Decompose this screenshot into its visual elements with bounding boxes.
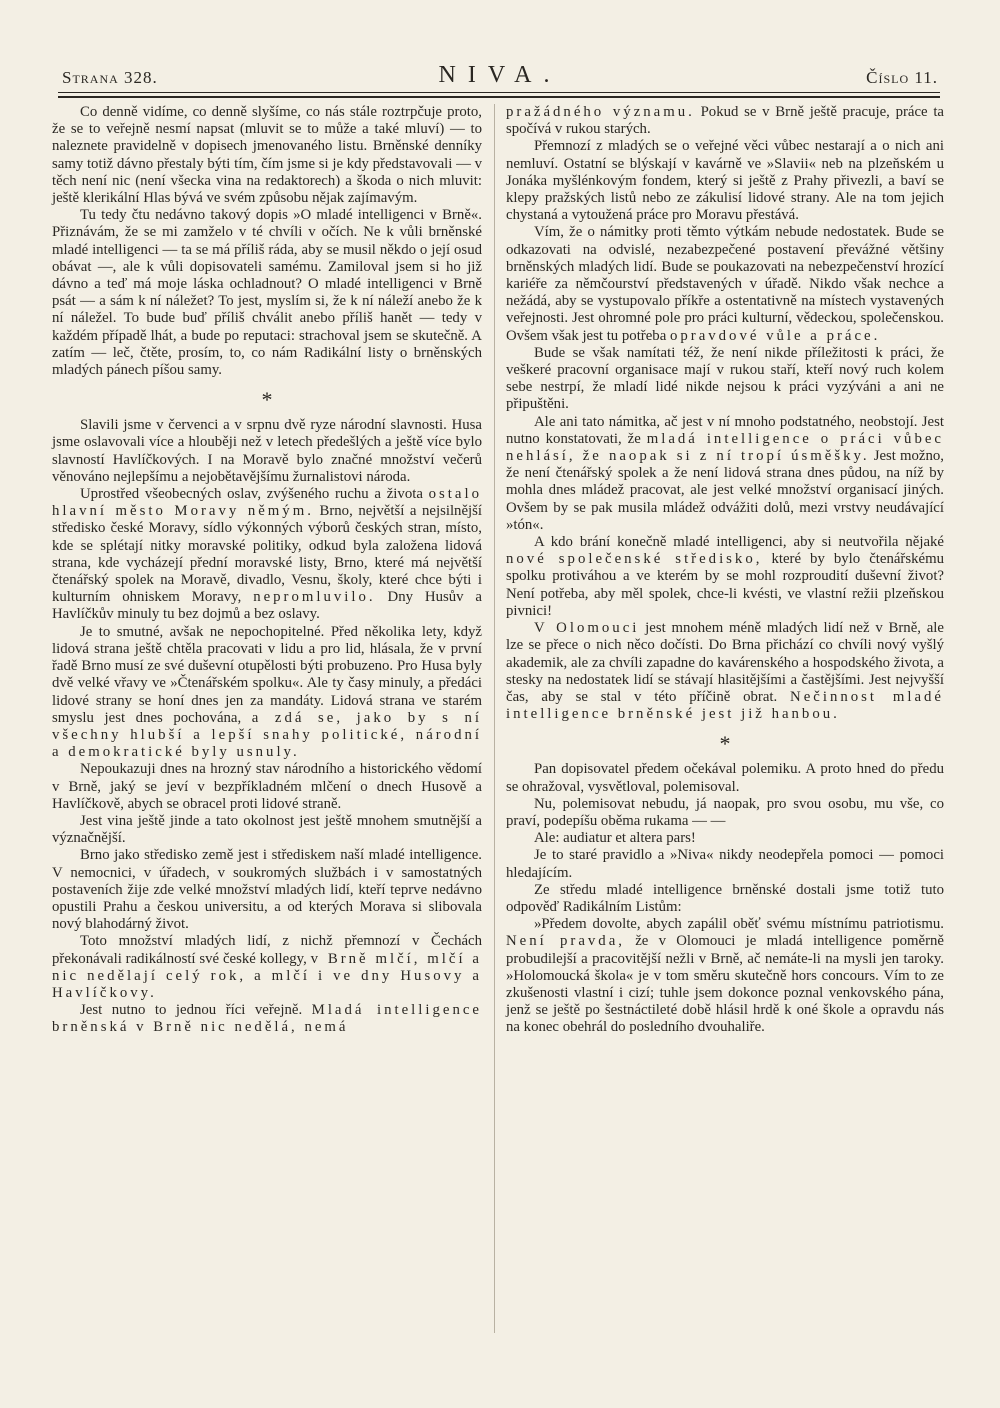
paragraph — [506, 534, 944, 620]
text-run: Ale ani tato námitka, ač jest v ní mnoho podstatného, neobstojí. Jest nutno konstatovati, že — [506, 413, 944, 447]
paragraph — [506, 620, 944, 723]
text-run: Brno, největší a nejsilnější středisko české Moravy, sídlo výkonných výborů českých stran, místo, kde se splétají nitky moravské politiky, odkud byla založena lidová strana, kde vycházejí přední moravské listy, Brno, které má největší čtenářský spolek na Moravě, divadlo, Vesnu, školy, které chce býti i kulturním ohniskem Moravy, — [52, 503, 483, 606]
paragraph — [52, 624, 482, 762]
paragraph — [52, 1002, 482, 1036]
right-column — [506, 104, 944, 1037]
text-run: Je to smutné, avšak ne nepochopitelné. Před několika lety, když lidová strana ještě chtěla pracovati v lidu a pro lid, hlásala, že v první řadě Brno musí ze své duševní otupělosti býti probuzeno. Pro Husa byly dvě velké vřavy ve »Čtenářském spolku«. Ale ty časy minuly, a předáci lidové strany se honí dnes jen za mandáty. Lidová strana ve starém smyslu jest dnes pochována, — [52, 623, 482, 726]
text-run: které by bylo čtenářskému spolku protiváhou a ve kterém by se mohl rozproudití duševní život? Není potřeba, aby měl spolek, chce-li kvésti, ve vlastní režii plzeňskou pivnici! — [506, 551, 944, 619]
spaced-emphasis: V Olomouci — [534, 620, 640, 637]
spaced-emphasis: Není pravda, — [506, 933, 625, 950]
spaced-emphasis: ostalo hlavní město Moravy němým. — [52, 486, 482, 520]
header-rule-thick — [58, 96, 940, 98]
paragraph: Ale: audiatur et altera pars! — [534, 830, 696, 847]
text-run: Toto množství mladých lidí, z nichž přemnozí v Čechách překonávali radikálností své české kollegy, — [52, 933, 482, 967]
paragraph: Co denně vidíme, co denně slyšíme, co nás stále roztrpčuje proto, že se to veřejně nesmí napsat (mluvit se to může a také mluví) — to naleznete pravidelně v dopisech jmenovaného listu. Brněnské denníky samy totiž dávno přestaly býti tím, čím jsme si je kdy představovali — v těch není nic (není všecka vina na redaktorech) a škoda o nich mluvit: ještě klerikální Hlas bývá ve svém způsobu nějak zajímavým. — [52, 104, 482, 207]
text-run: Dny Husův a Havlíčkův minuly tu bez dojmů a bez oslavy. — [52, 589, 482, 623]
text-run: A kdo brání konečně mladé intelligenci, aby si neutvořila nějaké — [534, 534, 944, 551]
journal-title: NIVA. — [438, 62, 562, 88]
spaced-emphasis: Mladá intelligence brněnská v Brně nic nedělá, nemá — [52, 1002, 482, 1036]
text-run: Jest možno, že není čtenářský spolek a že není lidová strana dnes půdou, na níž by mohla dnes mládež pracovat, ale jest velké množství organisací jiných. Ovšem by se pak musila mládež odvážiti dolů, mezi vrstvy neudávající »tón«. — [506, 448, 944, 533]
paragraph: Je to staré pravidlo a »Niva« nikdy neodepřela pomoci — pomoci hledajícím. — [506, 847, 944, 881]
section-separator: * — [261, 387, 273, 413]
paragraph: Slavili jsme v červenci a v srpnu dvě ryze národní slavnosti. Husa jsme oslavovali více a hlouběji než v letech předešlých a ještě více bylo slavností Havlíčkových. I na Moravě bylo značné množství večerů věnováno nejlepšímu a nejobětavějšímu žurnalistovi národa. — [52, 417, 482, 485]
spaced-emphasis: opravdové vůle a práce. — [669, 327, 881, 344]
text-run: že v Olomouci je mladá intelligence poměrně probudilejší a pracovitější nežli v Brně, ač nemáte-li na mysli jen taroky. »Holomoucká škola« je v tom směru skutečně hors concours. Vím to ze zkušenosti vlastní i cizí; tuhle jsem dokonce poznal venkovského pána, jenž se ještě po šestnáctileté době hlásil hrdě k oné škole a opravdu nás na konec obehrál do posledního dvouhaliře. — [506, 933, 944, 1036]
paragraph-continued — [506, 104, 944, 138]
paragraph: Nepoukazuji dnes na hrozný stav národního a historického vědomí v Brně, jaký se jeví v bezpříkladném mlčení o dnech Husově a Havlíčkově, abych se obracel proti lidové straně. — [52, 761, 482, 812]
text-run: Vím, že o námitky proti těmto výtkám nebude nedostatek. Bude se odkazovati na odvislé, nezabezpečené postavení převážné většiny brněnských mladých lidí. Bude se poukazovati na nebezpečenství hrozící kariéře za němčourství představených v úřadě. Nikdo však nechce a nežádá, aby se vystupovalo příkře a ostentativně na místech vystavených veřejnosti. Jest ohromné pole pro práci kulturní, vědeckou, společenskou. Ovšem však jest tu potřeba — [506, 224, 944, 344]
spaced-emphasis: Nečinnost mladé intelligence brněnské jest již hanbou. — [506, 688, 944, 723]
spaced-emphasis: a zdá se, jako by s ní všechny hlubší a lepší snahy politické, národní a demokratické byly usnuly. — [52, 709, 482, 761]
text-run: jest mnohem méně mladých lidí než v Brně, ale lze se přece o nich něco dočísti. Do Brna přichází co chvíli nový vyšlý akademik, ale za chvíli zapadne do kavárenského a hospodského života, a stesky na nedostatek lidí se stávají hlasitějšími a častějšími. Jest nejvyšší čas, aby se stal v této příčině obrat. — [506, 620, 944, 705]
paragraph: Nu, polemisovat nebudu, já naopak, pro svou osobu, mu vše, co praví, podepíšu oběma rukama — — — [506, 795, 944, 829]
header-rule-thin — [58, 92, 940, 93]
spaced-emphasis: nepromluvilo. — [253, 589, 376, 606]
spaced-emphasis: mladá intelligence o práci vůbec nehlásí, že naopak si z ní tropí úsměšky. — [506, 430, 944, 465]
paragraph: Přemnozí z mladých se o veřejné věci vůbec nestarají a o nich ani nemluví. Ostatní se blýskají v kavárně ve »Slavii« neb na plzeňském u Jonáka myšlénkovým fondem, který si ještě z Prahy přivezli, a baví se klepy pražských listů nebo ze zákulisí lidové strany. Ale na tom jejich chystaná a vytoužená práce pro Moravu přestává. — [506, 138, 944, 224]
paragraph: Ze středu mladé intelligence brněnské dostali jsme totiž tuto odpověď Radikálním Listům: — [506, 881, 944, 915]
text-run: Uprostřed všeobecných oslav, zvýšeného ruchu a života — [80, 486, 429, 503]
spaced-emphasis: v Brně mlčí, mlčí a nic nedělají celý rok, a mlčí i ve dny Husovy a Havlíčkovy. — [52, 950, 482, 1001]
paragraph — [506, 224, 944, 344]
issue-number: Číslo 11. — [866, 68, 938, 87]
text-run: Jest nutno to jednou říci veřejně. — [80, 1002, 312, 1019]
column-divider — [494, 104, 495, 1333]
spaced-emphasis: nové společenské středisko, — [506, 551, 763, 568]
paragraph — [52, 933, 482, 1002]
paragraph: Pan dopisovatel předem očekával polemiku. A proto hned do předu se ohražoval, vysvětloval, polemisoval. — [506, 761, 944, 795]
paragraph: Brno jako středisko země jest i střediskem naší mladé intelligence. V nemocnici, v úřadech, v soukromých službách i v samostatných postaveních žije zde velké množství mladých lidí, kteří teprve nedávno opustili Prahu a českou universitu, a od kterých Morava si slibovala nový blahodárný život. — [52, 847, 482, 933]
paragraph — [506, 414, 944, 534]
page-number: Strana 328. — [62, 68, 158, 87]
paragraph — [506, 916, 944, 1036]
paragraph: Bude se však namítati též, že není nikde příležitosti k práci, že veškeré pracovní organisace mají v rukou staří, kteří nový ruch kolem sebe nestrpí, že mladí lidé nikde nejsou k práci vyzýváni a ani ne připuštěni. — [506, 344, 944, 413]
text-run: Pokud se v Brně ještě pracuje, práce ta spočívá v rukou starých. — [506, 104, 945, 138]
spaced-emphasis: pražádného významu. — [506, 104, 695, 120]
text-run: »Předem dovolte, abych zapálil oběť svému místnímu patriotismu. — [534, 916, 944, 933]
page-header — [62, 62, 938, 92]
left-column — [52, 104, 482, 1037]
paragraph: Jest vina ještě jinde a tato okolnost jest ještě mnohem smutnější a význačnější. — [52, 812, 482, 847]
section-separator: * — [719, 731, 731, 757]
paragraph — [52, 486, 482, 624]
paragraph: Tu tedy čtu nedávno takový dopis »O mladé intelligenci v Brně«. Přiznávám, že se mi zamželo v té chvíli v očích. Ne k vůli brněnské mladé intelligenci — ta se má příliš ráda, aby se musil někdo o její osud obávat —, ale k vůli dopisovateli samému. Zamiloval jsem si ho již dávno a teď má moje láska ochladnout? O mladé intelligenci v Brně psát — a sám k ní náležet? To jest, myslím si, že k ní náleží anebo že k ní náležel. To bude buď příliš chválit anebo příliš hanět — tedy v každém případě lhát, a bude po reputaci: strachoval jsem se skutečně. A zatím — leč, čtěte, prosím, to, co nám Radikální listy o brněnských mladých pánech píšou samy. — [52, 207, 482, 379]
